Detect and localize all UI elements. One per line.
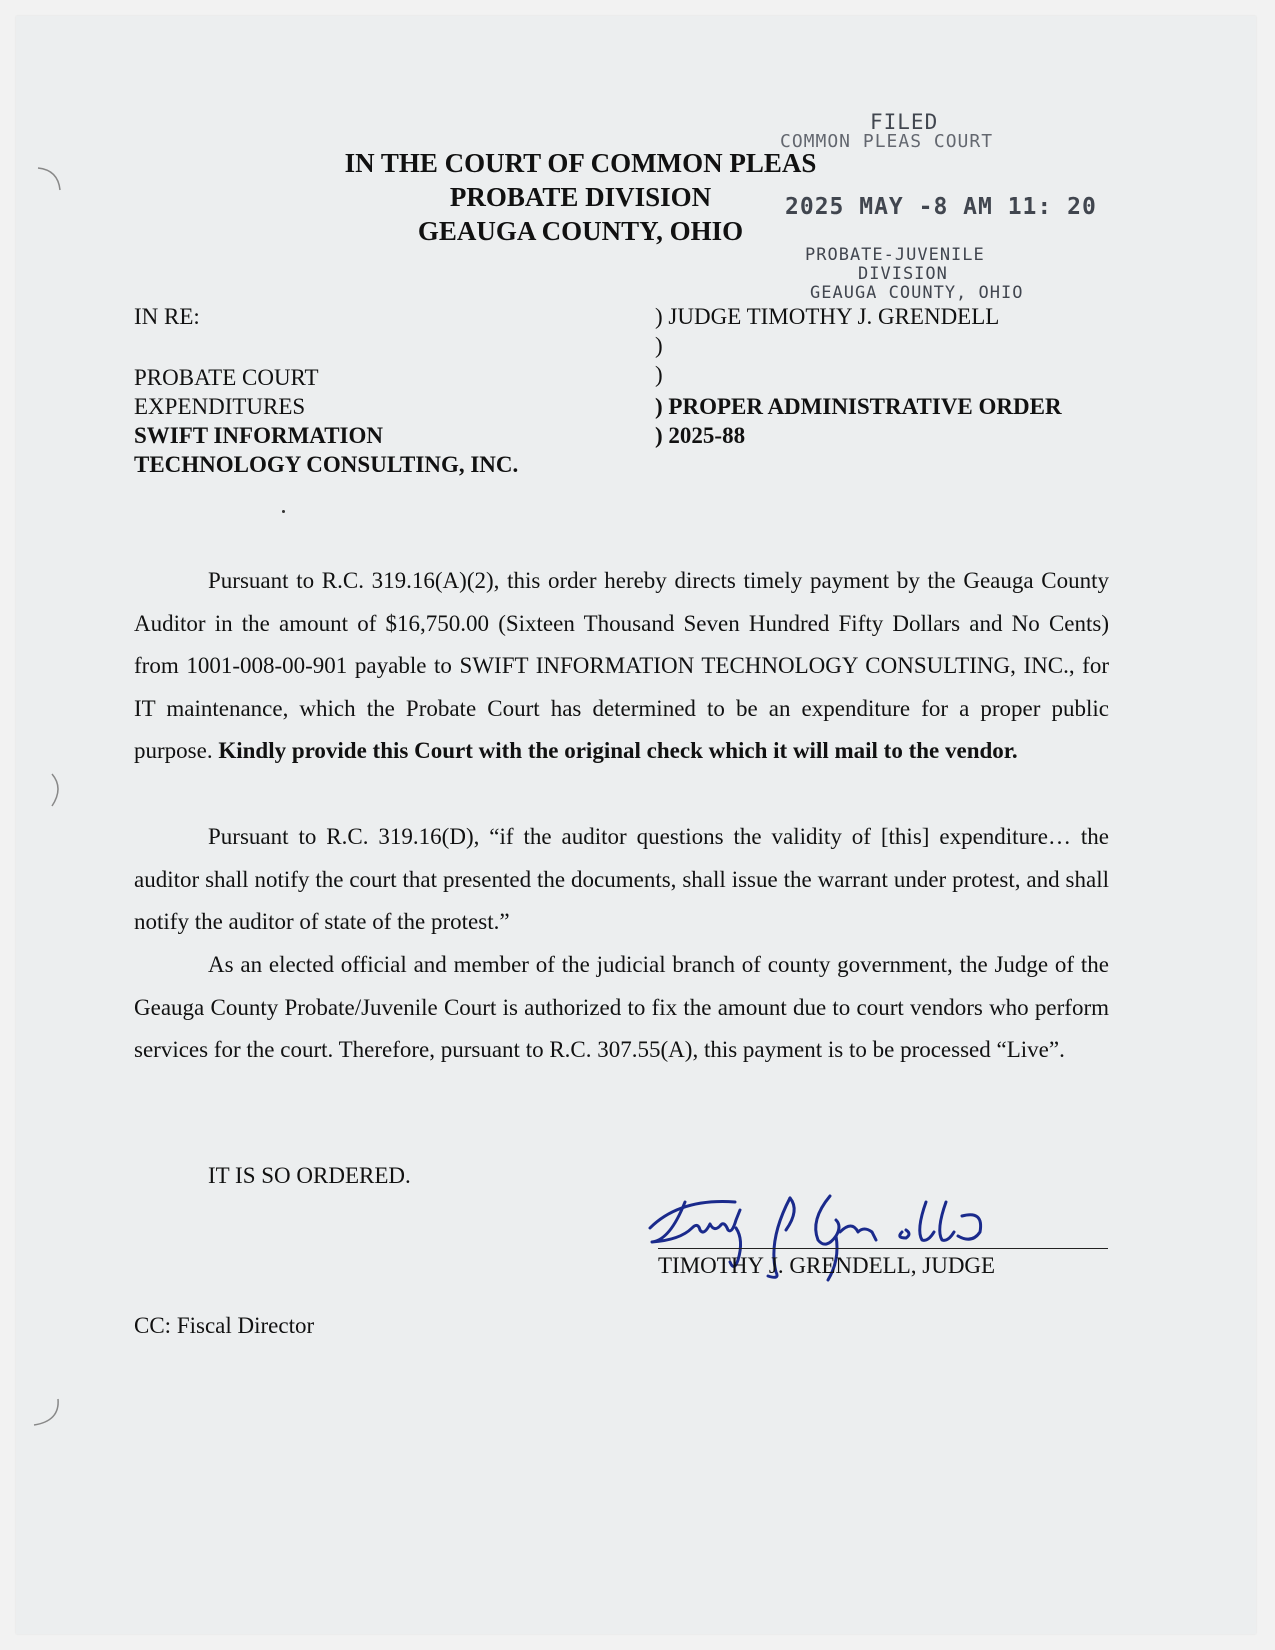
signer-name: TIMOTHY J. GRENDELL, JUDGE [658, 1253, 996, 1278]
stamp-filed: FILED [870, 110, 939, 134]
signature-line [658, 1248, 1108, 1249]
order-title: ) PROPER ADMINISTRATIVE ORDER [655, 394, 1062, 419]
stamp-division-line2: DIVISION [858, 264, 948, 284]
so-ordered: IT IS SO ORDERED. [208, 1163, 411, 1188]
stamp-date: 2025 MAY -8 AM 11: 20 [785, 194, 1097, 220]
hole-punch-mark-middle [40, 770, 80, 810]
stamp-division-line3: GEAUGA COUNTY, OHIO [810, 283, 1024, 303]
paragraph-auditor-protest: Pursuant to R.C. 319.16(D), “if the auditor questions the validity of [this] expenditure… the auditor shall notify the court that presented the documents, shall issue the warrant under protest, and shall notify the auditor of state of the protest.” [134, 824, 1109, 934]
paragraph-authority: As an elected official and member of the judicial branch of county government, the Judge of the Geauga County Probate/Juvenile Court is authorized to fix the amount due to court vendors who perform services for the court. Therefore, pursuant to R.C. 307.55(A), this payment is to be processed “Live”. [134, 952, 1109, 1062]
speck [282, 510, 285, 513]
county-heading: GEAUGA COUNTY, OHIO [417, 216, 744, 246]
order-number: ) 2025-88 [655, 423, 746, 448]
paragraph-payment-text: Pursuant to R.C. 319.16(A)(2), this order hereby directs timely payment by the Geauga County Auditor in the amount of $16,750.00 (Sixteen Thousand Seven Hundred Fifty Dollars and No Cents) from 1001-008-00-901 payable to SWIFT INFORMATION TECHNOLOGY CONSULTING, INC., for IT maintenance, which the Probate Court has determined to be an expenditure for a proper public purpose. [134, 568, 1109, 763]
paragraph-payment-instruction: Kindly provide this Court with the original check which it will mail to the vendor. [218, 738, 1018, 763]
caption-paren: ) [655, 362, 663, 387]
cc-line: CC: Fiscal Director [134, 1313, 315, 1338]
vendor-name-line2: TECHNOLOGY CONSULTING, INC. [134, 452, 519, 477]
court-name-heading: IN THE COURT OF COMMON PLEAS [344, 148, 817, 178]
vendor-name-line1: SWIFT INFORMATION [134, 423, 383, 448]
judge-line: ) JUDGE TIMOTHY J. GRENDELL [655, 304, 1000, 329]
case-subject-line2: EXPENDITURES [134, 394, 306, 419]
caption-paren: ) [655, 333, 663, 358]
case-subject-line1: PROBATE COURT [134, 365, 319, 390]
hole-punch-mark-bottom [28, 1395, 68, 1435]
paragraph-payment-order [134, 560, 1109, 773]
stamp-court: COMMON PLEAS COURT [780, 131, 994, 152]
division-heading: PROBATE DIVISION [449, 182, 712, 212]
in-re-label: IN RE: [134, 304, 200, 329]
stamp-division-line1: PROBATE-JUVENILE [805, 245, 985, 265]
